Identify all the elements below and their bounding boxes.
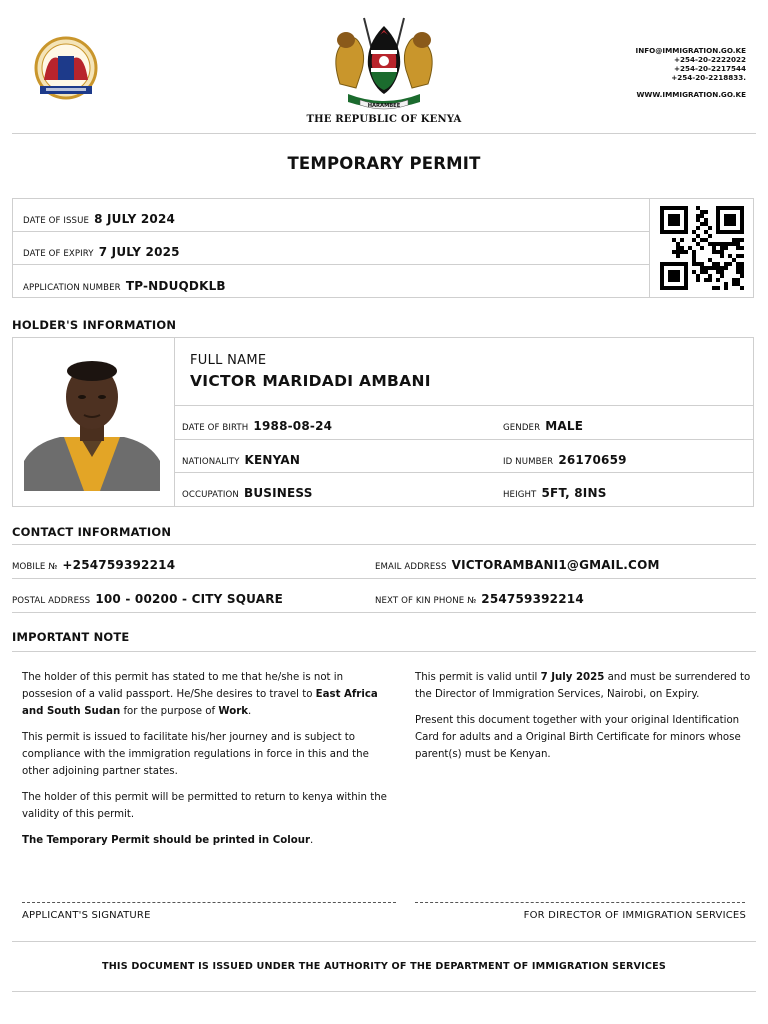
issue-table: [12, 198, 754, 298]
divider: [12, 578, 756, 579]
nationality-label: NATIONALITY: [182, 457, 240, 467]
full-name-value: VICTOR MARIDADI AMBANI: [190, 372, 431, 390]
note-paragraph-3: The holder of this permit will be permitted to return to kenya within the validity of this permit.: [22, 792, 387, 820]
coat-banner-text: HARAMBEE: [367, 103, 401, 109]
note-destination: East Africa and South Sudan: [22, 689, 378, 717]
header-email[interactable]: INFO@IMMIGRATION.GO.KE: [635, 46, 746, 55]
kenya-coat-of-arms-icon: [326, 14, 442, 114]
occupation-value: BUSINESS: [243, 486, 313, 500]
director-signature-line: [415, 902, 745, 903]
note-section-title: IMPORTANT NOTE: [12, 630, 130, 644]
mobile-field: [12, 554, 175, 573]
applicant-signature-label: APPLICANT'S SIGNATURE: [22, 910, 151, 921]
note-purpose: Work: [218, 706, 249, 717]
page-title: TEMPORARY PERMIT: [287, 154, 481, 173]
note-right-paragraph-2: Present this document together with your original Identification Card for adults and a Original Birth Certificate for minors whose parent(s) must be Kenyan.: [415, 715, 741, 760]
footer-authority-text: THIS DOCUMENT IS ISSUED UNDER THE AUTHORITY OF THE DEPARTMENT OF IMMIGRATION SERVICES: [101, 961, 667, 972]
id-number-label: ID NUMBER: [503, 457, 554, 467]
email-label: EMAIL ADDRESS: [375, 562, 447, 572]
postal-label: POSTAL ADDRESS: [12, 596, 91, 606]
contact-block: [636, 46, 746, 99]
header-website[interactable]: WWW.IMMIGRATION.GO.KE: [636, 90, 746, 99]
kin-phone-label: NEXT OF KIN PHONE №: [375, 596, 477, 606]
gender-value: MALE: [545, 419, 584, 433]
director-signature-label: FOR DIRECTOR OF IMMIGRATION SERVICES: [523, 910, 746, 921]
header-phone-3: +254-20-2218833.: [671, 73, 746, 82]
header-phone-2: +254-20-2217544: [673, 64, 746, 73]
divider: [174, 472, 754, 473]
postal-value: 100 - 00200 - CITY SQUARE: [95, 592, 284, 606]
application-number-label: APPLICATION NUMBER: [23, 283, 121, 293]
note-paragraph-4: The Temporary Permit should be printed in Colour.: [22, 835, 314, 846]
divider: [174, 405, 754, 406]
issue-row-application-number: [13, 265, 649, 298]
occupation-label: OCCUPATION: [182, 490, 239, 500]
divider: [12, 612, 756, 613]
id-number-field: [503, 449, 627, 468]
date-of-expiry-value: 7 JULY 2025: [98, 245, 180, 259]
email-value: VICTORAMBANI1@GMAIL.COM: [451, 558, 660, 572]
id-number-value: 26170659: [558, 453, 627, 467]
divider: [12, 991, 756, 992]
dob-value: 1988-08-24: [253, 419, 333, 433]
note-right-column: [415, 669, 753, 772]
gender-label: GENDER: [503, 423, 541, 433]
postal-field: [12, 588, 283, 607]
full-name-label: FULL NAME: [190, 353, 267, 368]
qr-divider: [649, 199, 650, 297]
note-paragraph-2: This permit is issued to facilitate his/her journey and is subject to compliance with the immigration regulations in force in this and the other adjoining partner states.: [22, 732, 369, 777]
email-field: [375, 554, 660, 573]
occupation-field: [182, 482, 313, 501]
issue-row-date-of-issue: [13, 199, 649, 232]
divider: [12, 544, 756, 545]
divider: [12, 133, 756, 134]
height-label: HEIGHT: [503, 490, 537, 500]
height-field: [503, 482, 607, 501]
nationality-field: [182, 449, 300, 468]
holder-section-title: HOLDER'S INFORMATION: [12, 318, 177, 332]
divider: [12, 941, 756, 942]
gender-field: [503, 415, 583, 434]
dob-field: [182, 415, 332, 434]
contact-section-title: CONTACT INFORMATION: [12, 525, 172, 539]
date-of-expiry-label: DATE OF EXPIRY: [23, 249, 94, 259]
nationality-value: KENYAN: [244, 453, 301, 467]
divider: [174, 439, 754, 440]
height-value: 5FT, 8INS: [541, 486, 607, 500]
kin-phone-value: 254759392214: [481, 592, 584, 606]
note-right-paragraph-1: This permit is valid until 7 July 2025 and must be surrendered to the Director of Immigration Services, Nairobi, on Expiry.: [415, 672, 751, 700]
kin-phone-field: [375, 588, 584, 607]
header-phone-1: +254-20-2222022: [673, 55, 746, 64]
mobile-label: MOBILE №: [12, 562, 58, 572]
kenya-immigration-seal-icon: [26, 36, 106, 106]
note-left-column: [22, 669, 392, 858]
date-of-issue-value: 8 JULY 2024: [94, 212, 176, 226]
application-number-value: TP-NDUQDKLB: [125, 279, 226, 293]
note-valid-until: 7 July 2025: [540, 672, 605, 683]
issue-row-date-of-expiry: [13, 232, 649, 265]
note-paragraph-1: The holder of this permit has stated to me that he/she is not in possesion of a valid passport. He/She desires to travel to East Africa and South Sudan for the purpose of Work.: [22, 672, 378, 717]
divider: [12, 651, 756, 652]
dob-label: DATE OF BIRTH: [182, 423, 249, 433]
holder-photo: [24, 357, 160, 491]
applicant-signature-line: [22, 902, 396, 903]
date-of-issue-label: DATE OF ISSUE: [23, 216, 89, 226]
republic-title: THE REPUBLIC OF KENYA: [306, 114, 462, 125]
qr-code-icon: [660, 206, 744, 290]
mobile-value: +254759392214: [62, 558, 176, 572]
